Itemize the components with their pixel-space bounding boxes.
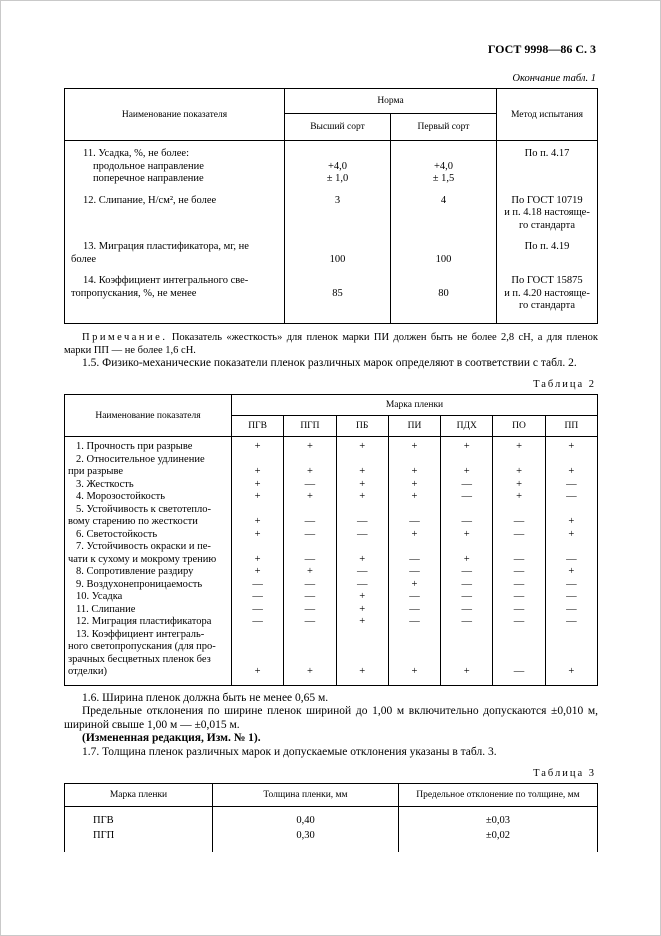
- table1-caption: Окончание табл. 1: [512, 73, 596, 84]
- table1-first-line: ± 1,5: [432, 173, 455, 184]
- table2-value-cell: —: [545, 491, 597, 504]
- table2-row: [65, 629, 598, 686]
- table2-name-line: 7. Устойчивость окраски и пе-: [76, 541, 211, 552]
- table3-body: [65, 807, 598, 853]
- table2-value-cell: +: [284, 629, 336, 686]
- table1-name-line: поперечное направление: [93, 173, 204, 184]
- note-paragraph: [64, 331, 598, 357]
- table2-value-cell: +: [441, 454, 493, 479]
- table2-value-cell: —: [493, 579, 545, 592]
- table3-mark-cell: ПГП: [65, 828, 213, 852]
- table3-header-thickness: Толщина пленки, мм: [213, 784, 399, 807]
- table2-value-cell: +: [388, 437, 440, 454]
- table2-value-cell: —: [493, 541, 545, 566]
- table1-method-cell: [497, 141, 598, 188]
- table2-name-line: 6. Светостойкость: [76, 528, 158, 540]
- table2-name-line: зрачных бесцветных пленок без: [68, 653, 211, 665]
- table2-value-cell: —: [545, 541, 597, 566]
- table2-value-cell: —: [232, 616, 284, 629]
- table1-first-grade-value: [391, 268, 497, 323]
- table2-row: [65, 541, 598, 566]
- table2-value-cell: +: [388, 629, 440, 686]
- table1-body: [65, 141, 598, 324]
- table2-value-cell: —: [388, 604, 440, 617]
- table2-name-cell: [65, 591, 232, 604]
- table1-name-line: продольное направление: [93, 160, 204, 172]
- paragraph-1-5: 1.5. Физико-механические показатели пленок различных марок определяют в соответствии с табл. 2.: [82, 356, 577, 369]
- table1-first-grade-value: [391, 141, 497, 188]
- table2-name-line: 9. Воздухонепроницаемость: [76, 578, 203, 590]
- table1-first-line: 100: [435, 253, 452, 265]
- table1-header-row-1: [65, 89, 598, 114]
- table2-value-cell: +: [336, 479, 388, 492]
- table2-name-cell: [65, 454, 232, 479]
- table2-row: [65, 437, 598, 454]
- table2-value-cell: —: [493, 616, 545, 629]
- table2-value-cell: —: [232, 579, 284, 592]
- table2-value-cell: +: [441, 437, 493, 454]
- table2-value-cell: —: [441, 504, 493, 529]
- table2-value-cell: +: [545, 529, 597, 542]
- table2-mark-header: ПО: [493, 416, 545, 437]
- table2-name-line: 11. Слипание: [76, 603, 136, 615]
- table2-name-line: 1. Прочность при разрыве: [76, 441, 193, 452]
- table2-value-cell: +: [232, 541, 284, 566]
- table1-name-line: 13. Миграция пластификатора, мг, не: [83, 241, 249, 252]
- table2-value-cell: —: [388, 504, 440, 529]
- note-text: Показатель «жесткость» для пленок марки ПИ должен быть не более 2,8 сН, а для пленок марки ПП — не более 1,6 сН.: [64, 331, 598, 356]
- table2-value-cell: +: [336, 491, 388, 504]
- table2-caption: Таблица 2: [533, 379, 596, 390]
- table2-row: [65, 616, 598, 629]
- table2-value-cell: —: [545, 591, 597, 604]
- table2-row: [65, 579, 598, 592]
- table2-name-cell: [65, 616, 232, 629]
- table2-body: [65, 437, 598, 686]
- table2-value-cell: +: [336, 604, 388, 617]
- table2-value-cell: +: [388, 579, 440, 592]
- table2-mark-header: ПП: [545, 416, 597, 437]
- table2-value-cell: +: [232, 504, 284, 529]
- table2-name-line: отделки): [68, 666, 108, 677]
- table2-value-cell: —: [284, 504, 336, 529]
- table2-row: [65, 504, 598, 529]
- table1-method-cell: [497, 188, 598, 235]
- table3-header-deviation: Предельное отклонение по толщине, мм: [399, 784, 598, 807]
- table2-value-cell: —: [441, 579, 493, 592]
- table2-row: [65, 454, 598, 479]
- table2-value-cell: +: [493, 454, 545, 479]
- table1-method-cell: [497, 268, 598, 323]
- table2-value-cell: —: [493, 504, 545, 529]
- table3-row: [65, 807, 598, 829]
- table2-value-cell: —: [493, 604, 545, 617]
- table2-name-line: чати к сухому и мокрому трению: [68, 553, 217, 565]
- table2-value-cell: —: [284, 529, 336, 542]
- table2-name-line: 5. Устойчивость к светотепло-: [76, 503, 211, 515]
- table3-deviation-cell: ±0,02: [399, 828, 598, 852]
- table2-name-cell: [65, 479, 232, 492]
- table3-row: [65, 828, 598, 852]
- table2-value-cell: —: [388, 591, 440, 604]
- table1-row: [65, 234, 598, 268]
- table2-mark-header: ПДХ: [441, 416, 493, 437]
- table1-first-grade-value: [391, 188, 497, 235]
- table1-high-line: [287, 275, 388, 288]
- table1-name-cell: [65, 188, 285, 235]
- table1-name-line: 11. Усадка, %, не более:: [83, 148, 190, 159]
- table1-method-line: и п. 4.18 настояще-: [504, 207, 590, 218]
- table2-value-cell: —: [388, 566, 440, 579]
- table2-value-cell: —: [232, 604, 284, 617]
- table1-method-line: го стандарта: [518, 219, 576, 231]
- table3-deviation-cell: ±0,03: [399, 807, 598, 829]
- table2-value-cell: +: [493, 491, 545, 504]
- table2-value-cell: —: [336, 504, 388, 529]
- table2-row: [65, 604, 598, 617]
- table2-mark-header: ПИ: [388, 416, 440, 437]
- table1-high-line: ± 1,0: [326, 173, 349, 184]
- table3-mark-cell: ПГВ: [65, 807, 213, 829]
- table3-header-mark: Марка пленки: [65, 784, 213, 807]
- table1-first-line: 4: [440, 194, 447, 206]
- table2-value-cell: —: [545, 604, 597, 617]
- table2-name-cell: [65, 604, 232, 617]
- table1-row: [65, 268, 598, 323]
- table2-value-cell: —: [545, 479, 597, 492]
- table2-value-cell: +: [493, 437, 545, 454]
- page-header: ГОСТ 9998—86 С. 3: [487, 42, 596, 56]
- table2-value-cell: +: [388, 454, 440, 479]
- table2-name-line: 13. Коэффициент интеграль-: [76, 628, 205, 640]
- table1-method-line: и п. 4.20 настояще-: [504, 287, 590, 299]
- table2-value-cell: +: [336, 616, 388, 629]
- table3: [64, 783, 598, 852]
- table2-name-line: 2. Относительное удлинение: [76, 453, 205, 465]
- table1-method-line: По ГОСТ 10719: [511, 194, 583, 206]
- table2-value-cell: +: [545, 629, 597, 686]
- table2-mark-header: ПГВ: [232, 416, 284, 437]
- table2-value-cell: —: [441, 479, 493, 492]
- table1-high-grade-value: [285, 268, 391, 323]
- table1-high-grade-value: [285, 188, 391, 235]
- table2-name-line: 8. Сопротивление раздиру: [76, 566, 194, 577]
- table2-name-line: 10. Усадка: [76, 591, 123, 602]
- table2-header: [65, 395, 598, 437]
- table2: [64, 394, 598, 686]
- table2-value-cell: +: [232, 479, 284, 492]
- table3-header: [65, 784, 598, 807]
- table1-first-line: [393, 241, 494, 254]
- table2-name-line: 4. Морозостойкость: [76, 491, 166, 502]
- table2-value-cell: +: [232, 566, 284, 579]
- note-label: Примечание.: [82, 331, 168, 343]
- table1-first-line: [393, 275, 494, 288]
- table2-value-cell: —: [284, 579, 336, 592]
- table2-row: [65, 529, 598, 542]
- table2-header-row-1: [65, 395, 598, 416]
- table1-name-line: 14. Коэффициент интегрального све-: [83, 275, 249, 286]
- table2-name-cell: [65, 541, 232, 566]
- table2-value-cell: —: [284, 479, 336, 492]
- table2-row: [65, 479, 598, 492]
- table2-value-cell: —: [545, 579, 597, 592]
- table3-thickness-cell: 0,40: [213, 807, 399, 829]
- table2-value-cell: +: [232, 629, 284, 686]
- table2-name-cell: [65, 579, 232, 592]
- table1-high-grade-value: [285, 141, 391, 188]
- table2-value-cell: —: [441, 616, 493, 629]
- table2-name-line: 12. Миграция пластификатора: [76, 616, 212, 627]
- table2-value-cell: —: [336, 579, 388, 592]
- table1-name-cell: [65, 268, 285, 323]
- table2-name-line: 3. Жесткость: [76, 478, 134, 490]
- table2-value-cell: +: [336, 454, 388, 479]
- table2-value-cell: —: [284, 541, 336, 566]
- table2-value-cell: +: [336, 591, 388, 604]
- table2-value-cell: +: [493, 479, 545, 492]
- table1-header-norm: Норма: [285, 89, 497, 114]
- table1-high-line: [287, 241, 388, 254]
- table2-value-cell: +: [284, 566, 336, 579]
- table1-high-line: [287, 148, 388, 161]
- table2-value-cell: +: [388, 479, 440, 492]
- table1-method-line: По п. 4.19: [524, 241, 570, 252]
- table1-header-first-grade: Первый сорт: [391, 114, 497, 141]
- table1-method-line: По ГОСТ 15875: [511, 275, 583, 286]
- table2-value-cell: —: [441, 604, 493, 617]
- table2-name-cell: [65, 504, 232, 529]
- table2-value-cell: +: [336, 629, 388, 686]
- table2-value-cell: —: [493, 591, 545, 604]
- table2-value-cell: —: [388, 541, 440, 566]
- table1-row: [65, 188, 598, 235]
- table3-caption: Таблица 3: [533, 768, 596, 779]
- table2-name-cell: [65, 629, 232, 686]
- table2-value-cell: +: [545, 504, 597, 529]
- table1-high-line: 100: [329, 253, 346, 265]
- table2-value-cell: —: [545, 616, 597, 629]
- table2-value-cell: +: [232, 437, 284, 454]
- table1-first-line: 80: [438, 287, 449, 299]
- table2-value-cell: +: [336, 541, 388, 566]
- table2-name-line: вому старению по жесткости: [68, 516, 198, 527]
- table1-header-high-grade: Высший сорт: [285, 114, 391, 141]
- table2-value-cell: +: [441, 629, 493, 686]
- table1-first-line: +4,0: [433, 160, 454, 172]
- table2-name-line: ного светопропускания (для про-: [68, 641, 216, 652]
- table2-row: [65, 491, 598, 504]
- table1-method-line: го стандарта: [518, 300, 576, 311]
- table1: [64, 88, 598, 324]
- table2-value-cell: —: [493, 629, 545, 686]
- table2-value-cell: +: [441, 529, 493, 542]
- paragraph-1-6b: Предельные отклонения по ширине пленок шириной до 1,00 м включительно допускаются ±0,010 м, шириной свыше 1,00 м — ±0,015 м.: [64, 705, 598, 731]
- page-content: [64, 42, 598, 852]
- table2-value-cell: —: [336, 566, 388, 579]
- paragraph-amendment: (Измененная редакция, Изм. № 1).: [82, 732, 261, 744]
- table1-method-cell: [497, 234, 598, 268]
- table2-name-cell: [65, 566, 232, 579]
- table2-value-cell: +: [545, 566, 597, 579]
- paragraph-1-6a: 1.6. Ширина пленок должна быть не менее 0,65 м.: [82, 691, 329, 704]
- table1-name-line: топропускания, %, не менее: [71, 287, 197, 299]
- table2-value-cell: —: [336, 529, 388, 542]
- table2-value-cell: +: [232, 529, 284, 542]
- table2-value-cell: +: [441, 541, 493, 566]
- table2-value-cell: —: [441, 491, 493, 504]
- table2-mark-header: ПБ: [336, 416, 388, 437]
- table2-value-cell: —: [232, 591, 284, 604]
- table2-value-cell: —: [284, 616, 336, 629]
- table1-name-line: 12. Слипание, Н/см², не более: [83, 194, 217, 206]
- table1-high-line: 3: [334, 194, 341, 206]
- table2-value-cell: —: [388, 616, 440, 629]
- table1-row: [65, 141, 598, 188]
- table1-first-grade-value: [391, 234, 497, 268]
- table1-header-method: Метод испытания: [497, 89, 598, 141]
- table2-value-cell: +: [388, 491, 440, 504]
- table2-value-cell: +: [284, 437, 336, 454]
- table2-value-cell: —: [284, 591, 336, 604]
- table2-mark-header: ПГП: [284, 416, 336, 437]
- table1-header: [65, 89, 598, 141]
- table1-high-grade-value: [285, 234, 391, 268]
- table2-value-cell: +: [284, 454, 336, 479]
- table2-value-cell: +: [232, 454, 284, 479]
- table1-high-line: 85: [332, 287, 343, 299]
- table2-value-cell: —: [284, 604, 336, 617]
- table1-name-cell: [65, 141, 285, 188]
- table1-method-line: По п. 4.17: [524, 148, 570, 159]
- table1-header-name: Наименование показателя: [65, 89, 285, 141]
- table1-first-line: [393, 148, 494, 161]
- table1-name-cell: [65, 234, 285, 268]
- table2-header-name: Наименование показателя: [65, 395, 232, 437]
- table2-value-cell: +: [336, 437, 388, 454]
- table2-value-cell: +: [284, 491, 336, 504]
- table2-name-cell: [65, 529, 232, 542]
- table1-name-line: более: [71, 253, 97, 265]
- table2-name-line: при разрыве: [68, 466, 124, 477]
- table2-value-cell: +: [545, 454, 597, 479]
- table3-thickness-cell: 0,30: [213, 828, 399, 852]
- table2-value-cell: —: [441, 566, 493, 579]
- table2-value-cell: +: [545, 437, 597, 454]
- table2-header-group: Марка пленки: [232, 395, 598, 416]
- table2-name-cell: [65, 437, 232, 454]
- table1-high-line: +4,0: [327, 160, 348, 172]
- table2-value-cell: +: [388, 529, 440, 542]
- table3-header-row: [65, 784, 598, 807]
- table2-value-cell: +: [232, 491, 284, 504]
- table2-row: [65, 591, 598, 604]
- table2-value-cell: —: [493, 529, 545, 542]
- table2-name-cell: [65, 491, 232, 504]
- table2-value-cell: —: [493, 566, 545, 579]
- paragraph-1-7: 1.7. Толщина пленок различных марок и допускаемые отклонения указаны в табл. 3.: [82, 745, 497, 758]
- table2-value-cell: —: [441, 591, 493, 604]
- table2-row: [65, 566, 598, 579]
